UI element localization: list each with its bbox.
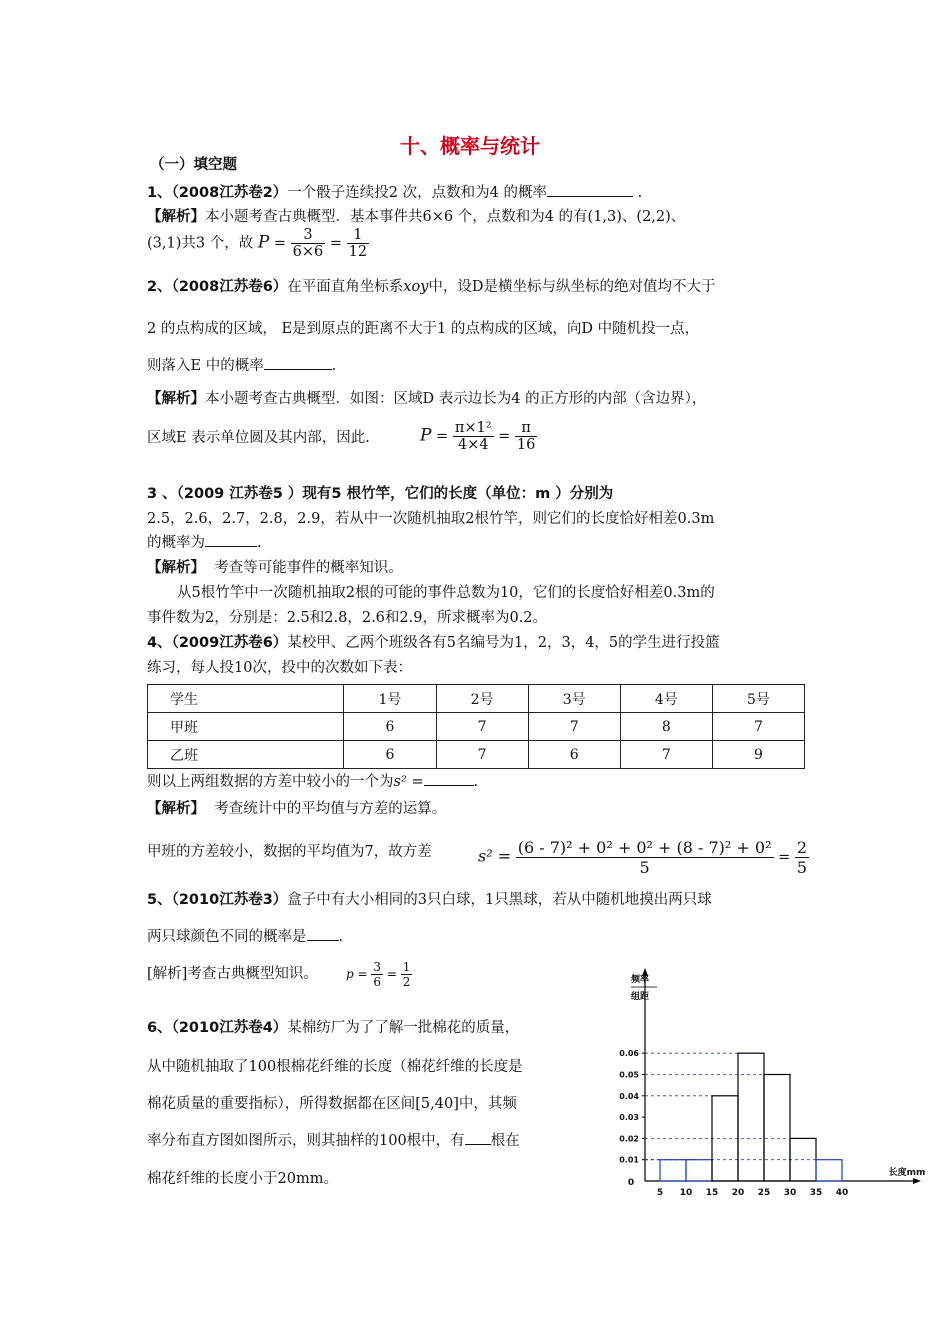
table-row — [148, 741, 805, 769]
q2-source: （2008江苏卷6） — [171, 279, 288, 295]
histogram-bar — [764, 1075, 790, 1182]
histogram-bar — [738, 1053, 764, 1181]
p-symbol: P — [257, 232, 270, 253]
q1-jiexi-text2: (3,1)共3 个，故 — [147, 235, 254, 252]
table-cell: 7 — [528, 713, 620, 741]
fraction — [371, 960, 383, 989]
q1-jiexi-text: 本小题考查古典概型．基本事件共6×6 个，点数和为4 的有(1,3)、(2,2)、 — [205, 209, 686, 225]
q6-line5: 棉花纤维的长度小于20mm。 — [147, 1171, 338, 1187]
q6-text: 根在 — [490, 1133, 520, 1149]
answer-blank — [205, 532, 257, 547]
origin-label: 0 — [627, 1178, 635, 1188]
table-cell: 7 — [620, 741, 712, 769]
y-tick-label: 0.06 — [619, 1049, 639, 1059]
score-table — [147, 684, 805, 769]
answer-blank — [264, 355, 332, 370]
denominator: 12 — [348, 244, 368, 260]
denominator: 5 — [796, 858, 808, 877]
jiexi-label: 【解析】 — [147, 560, 205, 576]
q6-line1 — [147, 1016, 519, 1037]
s2-symbol: s² = — [393, 774, 424, 790]
y-axis-label-bottom: 组距 — [631, 992, 650, 1002]
q5-jiexi-text: [解析]考查古典概型知识。 — [147, 966, 318, 982]
equals: = — [778, 849, 791, 866]
numerator: π×1² — [454, 420, 492, 436]
table-cell: 9 — [712, 741, 804, 769]
q6-text: 率分布直方图如图所示，则其抽样的100根中，有 — [147, 1133, 465, 1149]
x-axis-label: 长度mm — [888, 1168, 926, 1178]
s2-symbol: s² = — [478, 846, 512, 866]
q1-text: 一个骰子连续投2 次，点数和为4 的概率 — [287, 185, 547, 201]
q4-formula — [478, 838, 809, 877]
x-tick-label: 30 — [783, 1188, 797, 1198]
x-tick-label: 15 — [705, 1188, 719, 1198]
q6-line3: 棉花质量的重要指标），所得数据都在区间[5,40]中，其频 — [147, 1096, 517, 1112]
x-tick-label: 10 — [679, 1188, 693, 1198]
equals: = — [273, 235, 287, 252]
y-axis-label-top: 频率 — [631, 975, 650, 985]
fraction — [515, 420, 537, 453]
q6-line4 — [147, 1129, 520, 1150]
equals: = — [386, 967, 397, 981]
table-header-cell: 4号 — [620, 685, 712, 713]
table-row — [148, 713, 805, 741]
q2-jiexi-line1 — [147, 387, 706, 408]
q1-source: （2008江苏卷2） — [171, 185, 288, 201]
q2-line2: 2 的点构成的区域， E是到原点的距离不大于1 的点构成的区域，向D 中随机投一点， — [147, 321, 700, 337]
q2-jiexi-text2: 区域E 表示单位圆及其内部，因此. — [147, 430, 370, 446]
fraction — [401, 960, 413, 989]
numerator: π — [515, 420, 537, 437]
answer-blank — [307, 926, 339, 941]
q4-num: 4、 — [147, 635, 172, 651]
numerator: 1 — [347, 227, 369, 244]
table-header-cell: 学生 — [148, 685, 344, 713]
table-header-cell: 5号 — [712, 685, 804, 713]
q5-num: 5、 — [147, 892, 172, 908]
q4-solution: 甲班的方差较小，数据的平均值为7，故方差 — [147, 844, 432, 860]
y-tick-label: 0.05 — [619, 1070, 639, 1080]
q4-text: 某校甲、乙两个班级各有5名编号为1，2，3，4，5的学生进行投篮 — [287, 635, 720, 651]
q3-text: 的概率为 — [147, 535, 205, 551]
q3-solution-line2: 事件数为2，分别是：2.5和2.8，2.6和2.9，所求概率为0.2。 — [147, 610, 548, 626]
denominator: 4×4 — [457, 437, 489, 453]
q2-jiexi-text: 本小题考查古典概型．如图：区域D 表示边长为4 的正方形的内部（含边界）， — [205, 391, 707, 407]
q5-line2 — [147, 925, 343, 946]
numerator: 3 — [291, 227, 326, 244]
answer-blank — [547, 182, 633, 197]
q2-text: 则落入E 中的概率 — [147, 358, 264, 374]
numerator: 3 — [373, 960, 382, 974]
table-cell: 7 — [436, 713, 528, 741]
q2-jiexi-line2 — [147, 426, 370, 447]
y-tick-label: 0.01 — [619, 1155, 639, 1165]
fraction — [453, 420, 494, 453]
xoy-symbol: xoy — [403, 279, 429, 295]
numerator: 1 — [402, 960, 411, 974]
table-cell: 8 — [620, 713, 712, 741]
q2-end: . — [331, 358, 337, 374]
denominator: 16 — [516, 437, 536, 453]
table-cell: 乙班 — [148, 741, 344, 769]
jiexi-label: 【解析】 — [147, 391, 205, 407]
q5-formula — [346, 960, 412, 989]
x-tick-label: 35 — [809, 1188, 823, 1198]
q4-line2: 练习，每人投10次，投中的次数如下表： — [147, 660, 412, 676]
answer-blank — [424, 771, 474, 786]
q2-num: 2、 — [147, 279, 172, 295]
q4-line1 — [147, 631, 720, 652]
q3-line3 — [147, 531, 262, 552]
histogram-bar — [686, 1160, 712, 1181]
q2-line3 — [147, 354, 336, 375]
p-symbol: p — [346, 967, 354, 981]
x-tick-label: 5 — [656, 1188, 664, 1198]
numerator: (6 - 7)² + 0² + 0² + (8 - 7)² + 0² — [517, 838, 772, 857]
denominator: 2 — [402, 975, 411, 989]
q6-text: 某棉纺厂为了了解一批棉花的质量， — [287, 1020, 520, 1036]
q5-end: . — [338, 929, 344, 945]
q3-line1: 3 、（2009 江苏卷5 ）现有5 根竹竿，它们的长度（单位：m ）分别为 — [147, 486, 614, 502]
section-heading: （一）填空题 — [150, 157, 237, 173]
q3-solution-line1: 从5根竹竿中一次随机抽取2根的可能的事件总数为10，它们的长度恰好相差0.3m的 — [177, 585, 715, 601]
q5-text: 两只球颜色不同的概率是 — [147, 929, 307, 945]
page-title: 十、概率与统计 — [400, 134, 540, 158]
denominator: 5 — [639, 858, 650, 877]
q6-source: （2010江苏卷4） — [171, 1020, 288, 1036]
q4-source: （2009江苏卷6） — [171, 635, 288, 651]
x-tick-label: 25 — [757, 1188, 771, 1198]
y-tick-label: 0.02 — [619, 1134, 639, 1144]
p-symbol: P — [420, 425, 432, 446]
table-cell: 6 — [528, 741, 620, 769]
q5-source: （2010江苏卷3） — [171, 892, 288, 908]
q3-jiexi-text: 考查等可能事件的概率知识。 — [214, 560, 403, 576]
equals: = — [498, 428, 511, 445]
q1-jiexi-line2 — [147, 227, 369, 260]
q5-line1 — [147, 888, 712, 909]
q3-end: . — [257, 535, 262, 551]
q5-jiexi — [147, 962, 318, 983]
q3-jiexi — [147, 556, 403, 577]
fraction — [347, 227, 369, 260]
fraction — [795, 838, 809, 877]
histogram-bar — [816, 1160, 842, 1181]
table-cell: 7 — [436, 741, 528, 769]
x-tick-label: 40 — [835, 1188, 849, 1198]
denominator: 6×6 — [292, 244, 324, 260]
table-cell: 7 — [712, 713, 804, 741]
q2-text: 中，设D是横坐标与纵坐标的绝对值均不大于 — [428, 279, 716, 295]
x-axis-arrow — [913, 1178, 921, 1184]
frequency-histogram — [600, 966, 926, 1206]
x-tick-label: 20 — [731, 1188, 745, 1198]
q4-jiexi — [147, 797, 446, 818]
q1-end: . — [637, 185, 643, 201]
jiexi-label: 【解析】 — [147, 801, 205, 817]
histogram-bar — [660, 1160, 686, 1181]
y-tick-label: 0.03 — [619, 1113, 639, 1123]
q4-end: . — [473, 774, 479, 790]
q6-line2: 从中随机抽取了100根棉花纤维的长度（棉花纤维的长度是 — [147, 1059, 523, 1075]
numerator: 2 — [796, 838, 808, 857]
q4-text: 则以上两组数据的方差中较小的一个为 — [147, 774, 394, 790]
table-cell: 甲班 — [148, 713, 344, 741]
answer-blank — [465, 1130, 491, 1145]
jiexi-label: 【解析】 — [147, 209, 205, 225]
y-tick-label: 0.04 — [619, 1091, 639, 1101]
q4-after-table — [147, 770, 478, 791]
q2-text: 在平面直角坐标系 — [287, 279, 404, 295]
q6-num: 6、 — [147, 1020, 172, 1036]
q1-num: 1、 — [147, 185, 172, 201]
equals: = — [436, 428, 449, 445]
equals: = — [357, 967, 368, 981]
table-header-row — [148, 685, 805, 713]
table-header-cell: 1号 — [344, 685, 436, 713]
table-header-cell: 3号 — [528, 685, 620, 713]
fraction — [516, 838, 774, 877]
table-cell: 6 — [344, 713, 436, 741]
q1-jiexi-line1 — [147, 205, 685, 226]
denominator: 6 — [373, 975, 382, 989]
equals: = — [329, 235, 343, 252]
fraction — [291, 227, 326, 260]
q2-formula — [420, 420, 537, 453]
table-cell: 6 — [344, 741, 436, 769]
q2-line1 — [147, 275, 716, 296]
table-header-cell: 2号 — [436, 685, 528, 713]
q4-jiexi-text: 考查统计中的平均值与方差的运算。 — [214, 801, 447, 817]
q1-line1 — [147, 181, 642, 202]
q3-line2: 2.5，2.6，2.7，2.8，2.9，若从中一次随机抽取2根竹竿，则它们的长度恰好相差0.3m — [147, 511, 715, 527]
q5-text: 盒子中有大小相同的3只白球，1只黑球，若从中随机地摸出两只球 — [287, 892, 712, 908]
